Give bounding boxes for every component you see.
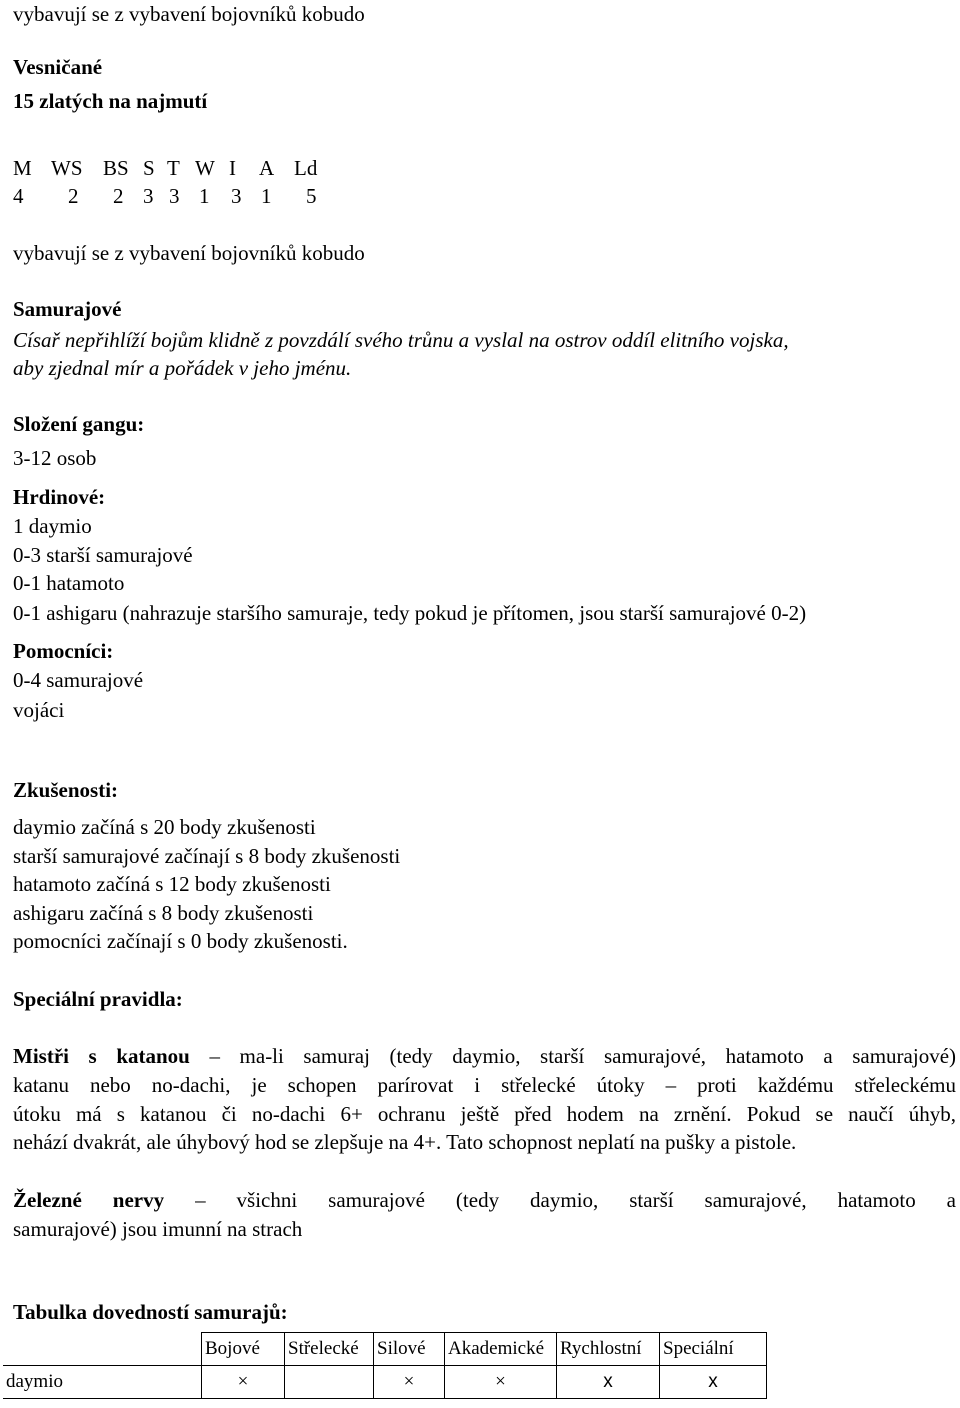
stat-value: 2 — [113, 184, 124, 208]
rule-zelezne-name: Železné nervy — [13, 1188, 165, 1212]
skills-corner-cell — [3, 1333, 202, 1366]
skills-row-name: daymio — [3, 1366, 202, 1399]
skills-mark-value: × — [237, 1371, 249, 1392]
composition-value: 3-12 osob — [13, 446, 97, 470]
top-note: vybavují se z vybavení bojovníků kobudo — [13, 2, 365, 26]
stat-value: 3 — [169, 184, 180, 208]
hero-item: 0-1 hatamoto — [13, 571, 125, 595]
rule-mistri-line: útoku má s katanou či no-dachi 6+ ochranu ještě před hodem na zrnění. Pokud se naučí úhyb, — [13, 1102, 956, 1126]
samurai-intro-line: Císař nepřihlíží bojům klidně z povzdálí svého trůnu a vyslal na ostrov oddíl elitního vojska, — [13, 328, 789, 352]
stat-header: W — [195, 156, 215, 180]
stat-value: 2 — [68, 184, 79, 208]
skills-mark — [445, 1366, 557, 1399]
hero-item: 0-1 ashigaru (nahrazuje staršího samuraje, tedy pokud je přítomen, jsou starší samurajové 0-2) — [13, 601, 807, 625]
skills-heading: Tabulka dovedností samurajů: — [13, 1300, 288, 1324]
skills-col-header: Akademické — [445, 1333, 557, 1366]
stat-value: 3 — [143, 184, 154, 208]
composition-heading: Složení gangu: — [13, 412, 145, 436]
special-rules-heading: Speciální pravidla: — [13, 987, 183, 1011]
stat-header: A — [259, 156, 275, 180]
henchmen-heading: Pomocníci: — [13, 639, 114, 663]
skills-col-header: Silové — [374, 1333, 445, 1366]
villagers-hire-cost: 15 zlatých na najmutí — [13, 89, 208, 113]
skills-col-header: Speciální — [660, 1333, 767, 1366]
rule-mistri-name: Mistři s katanou — [13, 1044, 190, 1068]
stat-value: 4 — [13, 184, 24, 208]
rule-mistri-line: nehází dvakrát, ale úhybový hod se zlepšuje na 4+. Tato schopnost neplatí na pušky a pistole. — [13, 1130, 797, 1154]
stat-value: 1 — [199, 184, 210, 208]
skills-mark — [374, 1366, 445, 1399]
skills-mark — [202, 1366, 285, 1399]
stat-header: BS — [103, 156, 129, 180]
villagers-title: Vesničané — [13, 55, 103, 79]
skills-col-header: Střelecké — [285, 1333, 374, 1366]
experience-item: pomocníci začínají s 0 body zkušenosti. — [13, 929, 348, 953]
rule-mistri-line — [13, 1046, 956, 1067]
stat-header: M — [13, 156, 32, 180]
table-row — [3, 1366, 767, 1399]
rule-mistri-text: – ma-li samuraj (tedy daymio, starší samurajové, hatamoto a samurajové) — [209, 1044, 957, 1068]
villagers-equipment-note: vybavují se z vybavení bojovníků kobudo — [13, 241, 365, 265]
henchman-item: 0-4 samurajové — [13, 668, 144, 692]
experience-heading: Zkušenosti: — [13, 778, 119, 802]
skills-mark-value: × — [495, 1371, 506, 1392]
stat-value: 5 — [306, 184, 317, 208]
skills-table — [3, 1332, 767, 1399]
stat-header: S — [143, 156, 155, 180]
experience-item: starší samurajové začínají s 8 body zkušenosti — [13, 844, 401, 868]
skills-mark — [285, 1366, 374, 1399]
rule-zelezne-text: – všichni samurajové (tedy daymio, starší samurajové, hatamoto a — [195, 1188, 956, 1212]
skills-mark-value: x — [708, 1371, 718, 1392]
stat-header: WS — [51, 156, 83, 180]
stat-header: T — [167, 156, 180, 180]
hero-item: 1 daymio — [13, 514, 92, 538]
rule-mistri-line: katanu nebo no-dachi, je schopen parírovat i střelecké útoky – proti každému střeleckému — [13, 1073, 956, 1097]
hero-item: 0-3 starší samurajové — [13, 543, 193, 567]
rule-zelezne-line: samurajové) jsou imunní na strach — [13, 1217, 303, 1241]
skills-col-header: Rychlostní — [557, 1333, 660, 1366]
skills-mark — [557, 1366, 660, 1399]
skills-col-header: Bojové — [202, 1333, 285, 1366]
experience-item: ashigaru začíná s 8 body zkušenosti — [13, 901, 314, 925]
henchman-item: vojáci — [13, 698, 65, 722]
skills-mark-value: × — [403, 1371, 415, 1392]
skills-header-row — [3, 1333, 767, 1366]
stat-value: 1 — [261, 184, 272, 208]
samurai-title: Samurajové — [13, 297, 122, 321]
skills-mark-value: x — [603, 1371, 613, 1392]
rule-zelezne-line — [13, 1190, 956, 1211]
samurai-intro-line: aby zjednal mír a pořádek v jeho jménu. — [13, 356, 352, 380]
heroes-heading: Hrdinové: — [13, 485, 106, 509]
stat-value: 3 — [231, 184, 242, 208]
stat-header: I — [229, 156, 236, 180]
experience-item: hatamoto začíná s 12 body zkušenosti — [13, 872, 331, 896]
experience-item: daymio začíná s 20 body zkušenosti — [13, 815, 316, 839]
stat-header: Ld — [294, 156, 318, 180]
skills-mark — [660, 1366, 767, 1399]
